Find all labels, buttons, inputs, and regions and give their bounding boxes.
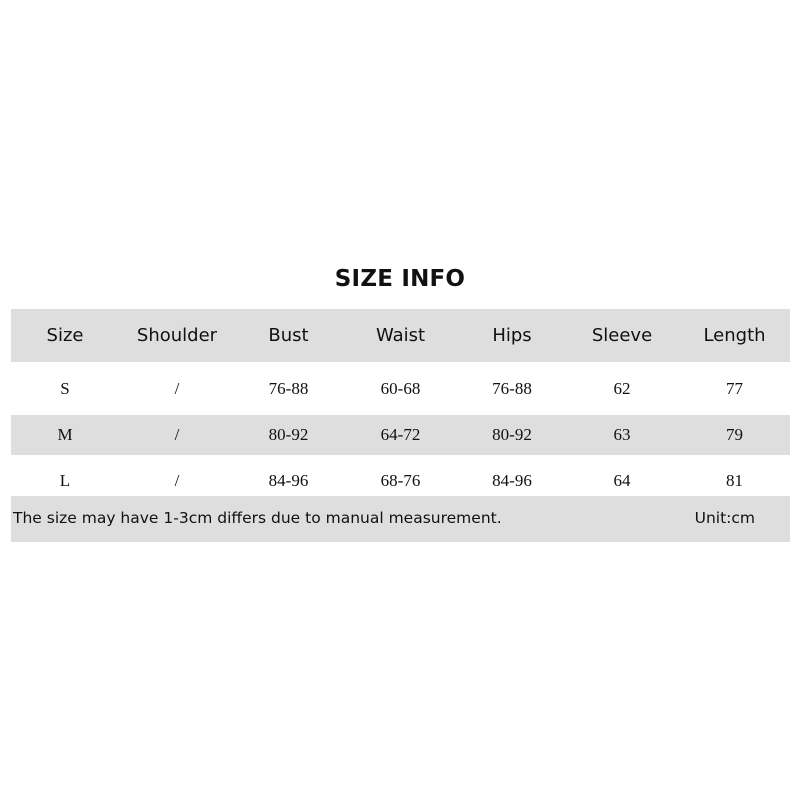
- cell-size: S: [60, 379, 70, 398]
- cell-hips: 80-92: [492, 425, 532, 444]
- cell-length: 79: [726, 425, 743, 444]
- cell-hips: 84-96: [492, 471, 532, 490]
- cell-bust: 76-88: [268, 379, 309, 398]
- table-row: [11, 461, 790, 501]
- cell-waist: 64-72: [380, 425, 421, 444]
- table-header-row: [11, 309, 790, 362]
- table-row: [11, 369, 790, 409]
- cell-shoulder: /: [174, 425, 180, 444]
- cell-sleeve: 63: [613, 425, 631, 444]
- header-size: Size: [46, 325, 84, 346]
- unit-label: Unit:cm: [694, 509, 755, 527]
- cell-waist: 68-76: [380, 471, 421, 490]
- table-row: [11, 415, 790, 455]
- measurement-note: The size may have 1-3cm differs due to manual measurement.: [13, 509, 502, 527]
- cell-sleeve: 62: [613, 379, 631, 398]
- header-length: Length: [703, 325, 766, 346]
- header-bust: Bust: [268, 325, 309, 346]
- page-title: SIZE INFO: [334, 266, 466, 292]
- cell-length: 77: [726, 379, 743, 398]
- cell-bust: 84-96: [268, 471, 309, 490]
- cell-shoulder: /: [174, 379, 180, 398]
- cell-hips: 76-88: [492, 379, 532, 398]
- cell-sleeve: 64: [613, 471, 631, 490]
- cell-size: M: [57, 425, 73, 444]
- cell-length: 81: [726, 471, 743, 490]
- cell-shoulder: /: [174, 471, 180, 490]
- cell-waist: 60-68: [380, 379, 421, 398]
- header-waist: Waist: [375, 325, 426, 346]
- size-table: [11, 309, 790, 507]
- header-shoulder: Shoulder: [136, 325, 218, 346]
- header-sleeve: Sleeve: [591, 325, 653, 346]
- table-footer: [11, 496, 790, 542]
- cell-size: L: [59, 471, 71, 490]
- cell-bust: 80-92: [268, 425, 309, 444]
- header-hips: Hips: [492, 325, 532, 346]
